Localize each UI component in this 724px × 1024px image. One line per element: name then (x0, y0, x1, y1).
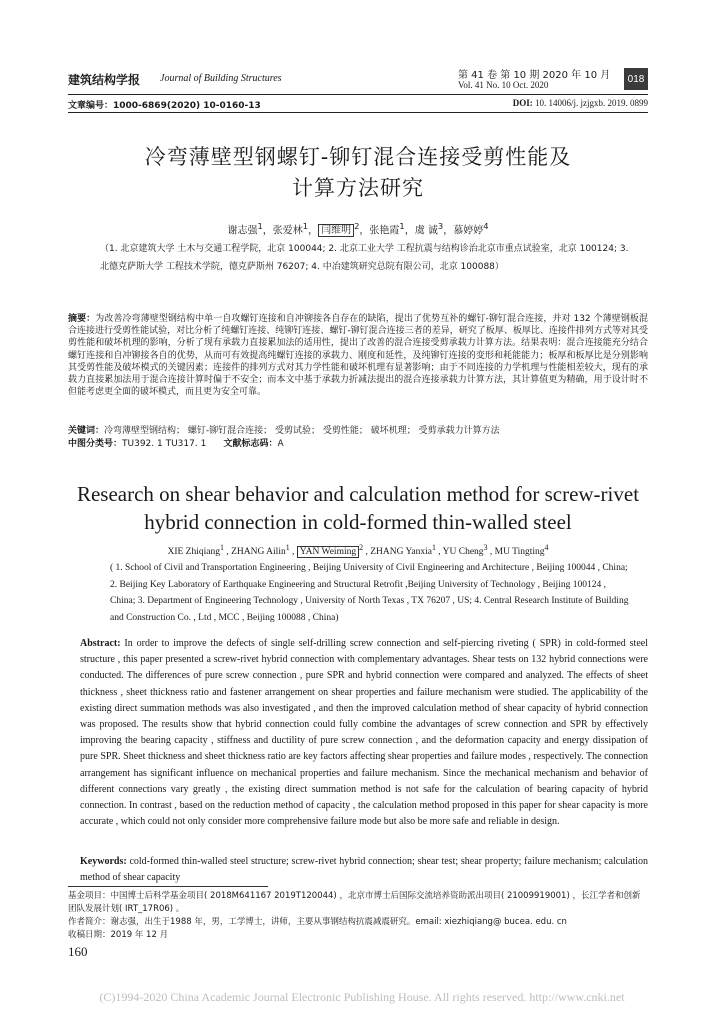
footnote-author (68, 916, 648, 929)
received-label: 收稿日期： (68, 930, 111, 940)
received-text: 2019 年 12 月 (110, 930, 169, 940)
sup-cn-3: 2 (354, 221, 360, 231)
sup-en-1: 1 (220, 543, 224, 552)
fund-label: 基金项目： (68, 891, 111, 901)
keywords-cn-text: 冷弯薄壁型钢结构； 螺钉-铆钉混合连接； 受剪试验； 受剪性能； 破坏机理； 受剪承载力计算方法 (104, 426, 500, 436)
author-bio-label: 作者简介： (68, 917, 111, 927)
author-en-3-boxed: YAN Weiming (297, 546, 359, 558)
abstract-en (80, 636, 648, 830)
affiliations-en: ( 1. School of Civil and Transportation Engineering , Beijing University of Civil Engineering and Architecture , Beijing 100044 , China; 2. Beijing Key Laboratory of Earthquake Engineering and Structural Retrofit ,Beijing University of Technology , Beijing 100124 , China; 3. Department of Engineering Technology , University of North Texas , TX 76207 , US; 4. Central Research Institute of Building and Construction Co. , Ltd , MCC , Beijing 100088 , China) (110, 563, 629, 623)
sup-cn-4: 1 (399, 221, 405, 231)
header-rule-bottom (68, 112, 648, 113)
author-cn-3-boxed: 闫维明 (318, 224, 354, 237)
footnote-rule (68, 886, 268, 887)
keywords-cn (68, 423, 648, 436)
keywords-en (80, 854, 648, 886)
journal-name-en: Journal of Building Structures (160, 73, 282, 84)
author-cn-1: 谢志强 (227, 225, 258, 237)
article-number: 文章编号：1000-6869(2020) 10-0160-13 (68, 101, 261, 111)
author-cn-6: ，慕婷婷 (443, 225, 484, 237)
journal-name-cn: 建筑结构学报 (68, 73, 141, 87)
author-en-1: XIE Zhiqiang (167, 547, 220, 558)
abstract-cn (68, 313, 648, 398)
class-cn-text: TU392. 1 TU317. 1 (122, 439, 207, 449)
sup-en-2: 1 (285, 543, 290, 552)
doc-code-label: 文献标志码： (223, 439, 278, 449)
footnote-received (68, 929, 648, 942)
page-code-badge: 018 (624, 68, 648, 90)
author-cn-3-sep: ， (308, 225, 319, 237)
sup-en-3: 2 (359, 543, 364, 552)
fund-text: 中国博士后科学基金项目( 2018M641167 2019T120044) ，北京市博士后国际交流培养资助派出项目( 21009919001) ，长江学者和创新团队发展计划( IRT_17R06) 。 (68, 891, 641, 914)
authors-en (68, 543, 648, 557)
sup-cn-2: 1 (302, 221, 309, 231)
title-en-line1: Research on shear behavior and calculation method for screw-rivet (76, 482, 640, 506)
sup-cn-6: 4 (483, 221, 489, 231)
author-en-2: , ZHANG Ailin (223, 547, 286, 558)
class-cn-label: 中图分类号： (68, 439, 123, 449)
author-bio-text: 谢志强，出生于1988 年，男，工学博士，讲师，主要从事钢结构抗震减震研究。email: xiezhiqiang@ bucea. edu. cn (110, 917, 567, 927)
author-cn-2: ，张爱林 (262, 225, 303, 237)
doc-code-text: A (277, 439, 284, 449)
keywords-en-text: cold-formed thin-walled steel structure; screw-rivet hybrid connection; shear test; shear property; failure mechanism; calculation method of shear capacity (80, 856, 648, 883)
affiliations-cn: （1. 北京建筑大学 土木与交通工程学院，北京 100044; 2. 北京工业大学 工程抗震与结构诊治北京市重点试验室，北京 100124; 3. 北德克萨斯大学 工程技术学院，德克萨斯州 76207; 4. 中冶建筑研究总院有限公司，北京 100088） (100, 244, 629, 272)
sup-cn-1: 1 (257, 221, 263, 231)
author-cn-4: ，张艳霞 (359, 225, 400, 237)
author-en-5: , YU Cheng (435, 547, 484, 558)
abstract-en-label: Abstract: (80, 638, 121, 649)
sup-en-4: 1 (431, 543, 436, 552)
page-number: 160 (68, 944, 88, 959)
title-cn-line2: 计算方法研究 (292, 176, 424, 200)
header-rule-top (68, 94, 648, 95)
doi-label: DOI: (512, 98, 533, 108)
title-cn-line1: 冷弯薄壁型钢螺钉-铆钉混合连接受剪性能及 (144, 145, 572, 169)
keywords-cn-label: 关键词： (68, 426, 105, 436)
author-en-4: , ZHANG Yanxia (363, 547, 432, 558)
volume-info-cn: 第 41 卷 第 10 期 2020 年 10 月 (458, 70, 611, 81)
sup-cn-5: 3 (437, 221, 444, 231)
sup-en-6: 4 (544, 543, 549, 552)
abstract-cn-label: 摘要： (68, 314, 96, 324)
keywords-en-label: Keywords: (80, 856, 127, 867)
abstract-en-text: In order to improve the defects of single self-drilling screw connection and self-piercing riveting ( SPR) in cold-formed steel structure , this paper presented a screw-rivet hybrid connection with complementary advantages. Shear tests on 132 hybrid connections were conducted. The differences of pure screw connection , pure SPR and hybrid connection were compared and analyzed. The effects of sheet thickness , sheet thickness ratio and fastener arrangement on shear properties and failure mechanism were studied. The applicability of the existing direct summation methods was also investigated , and then the improved calculation method of shear capacity of hybrid connection was proposed. The results show that hybrid connection could fully combine the advantages of screw connection and SPR by effectively improving the bearing capacity , stiffness and ductility of pure screw connection , and the deformation capacity and energy dissipation of pure SPR. Sheet thickness and sheet thickness ratio are key factors affecting shear properties and failure modes , respectively. The connection arrangement has significant influence on mechanical properties and failure mechanism. Since the mechanical mechanism and behavior of different connections vary greatly , the existing direct summation method is not safe for the calculation of bearing capacity of hybrid connection. In contrast , based on the reduction method of capacity , the calculation method proposed in this paper for shear capacity is more accurate , which could not only consider more comprehensive failure mode but also be more safe and reliable in design. (80, 638, 648, 828)
copyright-watermark: (C)1994-2020 China Academic Journal Electronic Publishing House. All rights reserved. http://www.cnki.net (99, 990, 625, 1004)
title-en-line2: hybrid connection in cold-formed thin-walled steel (144, 510, 572, 534)
author-en-3-sep: , (289, 547, 297, 558)
footnote-fund (68, 890, 648, 916)
classification-cn (68, 436, 648, 449)
sup-en-5: 3 (483, 543, 488, 552)
author-cn-5: ，虞 诚 (404, 225, 438, 237)
abstract-cn-text: 为改善冷弯薄壁型钢结构中单一自攻螺钉连接和自冲铆接各自存在的缺陷，提出了优势互补的螺钉-铆钉混合连接，并对 132 个薄壁钢板混合连接进行受剪性能试验，对比分析了纯螺钉连接、纯铆钉连接、螺钉-铆钉混合连接三者的差异，研究了板厚、板厚比、连接件排列方式等对其受剪性能和破坏机理的影响，分析了现有承载力直接累加法的适用性，提出了改善的混合连接受剪承载力计算方法。结果表明：混合连接能充分结合螺钉连接和自冲铆接各自的优势，从而可有效提高纯螺钉连接的承载力、刚度和延性，及纯铆钉连接的变形和耗能能力；板厚和板厚比是分别影响其受剪性能及破坏模式的关键因素；连接件的排列方式对其力学性能和破坏机理有显著影响；由于不同连接的力学机理与性能相差较大，现有的承载力直接累加法用于混合连接计算时偏于不安全；而本文中基于承载力折减法提出的混合连接承载力计算方法，其计算值更为精确，用于设计时不但能考虑更全面的破坏模式，而且更为安全可靠。 (68, 314, 648, 398)
doi-value: 10. 14006/j. jzjgxb. 2019. 0899 (532, 98, 648, 108)
authors-cn (68, 221, 648, 236)
author-en-6: , MU Tingting (487, 547, 545, 558)
doi (513, 98, 648, 108)
volume-info-en: Vol. 41 No. 10 Oct. 2020 (458, 80, 549, 90)
